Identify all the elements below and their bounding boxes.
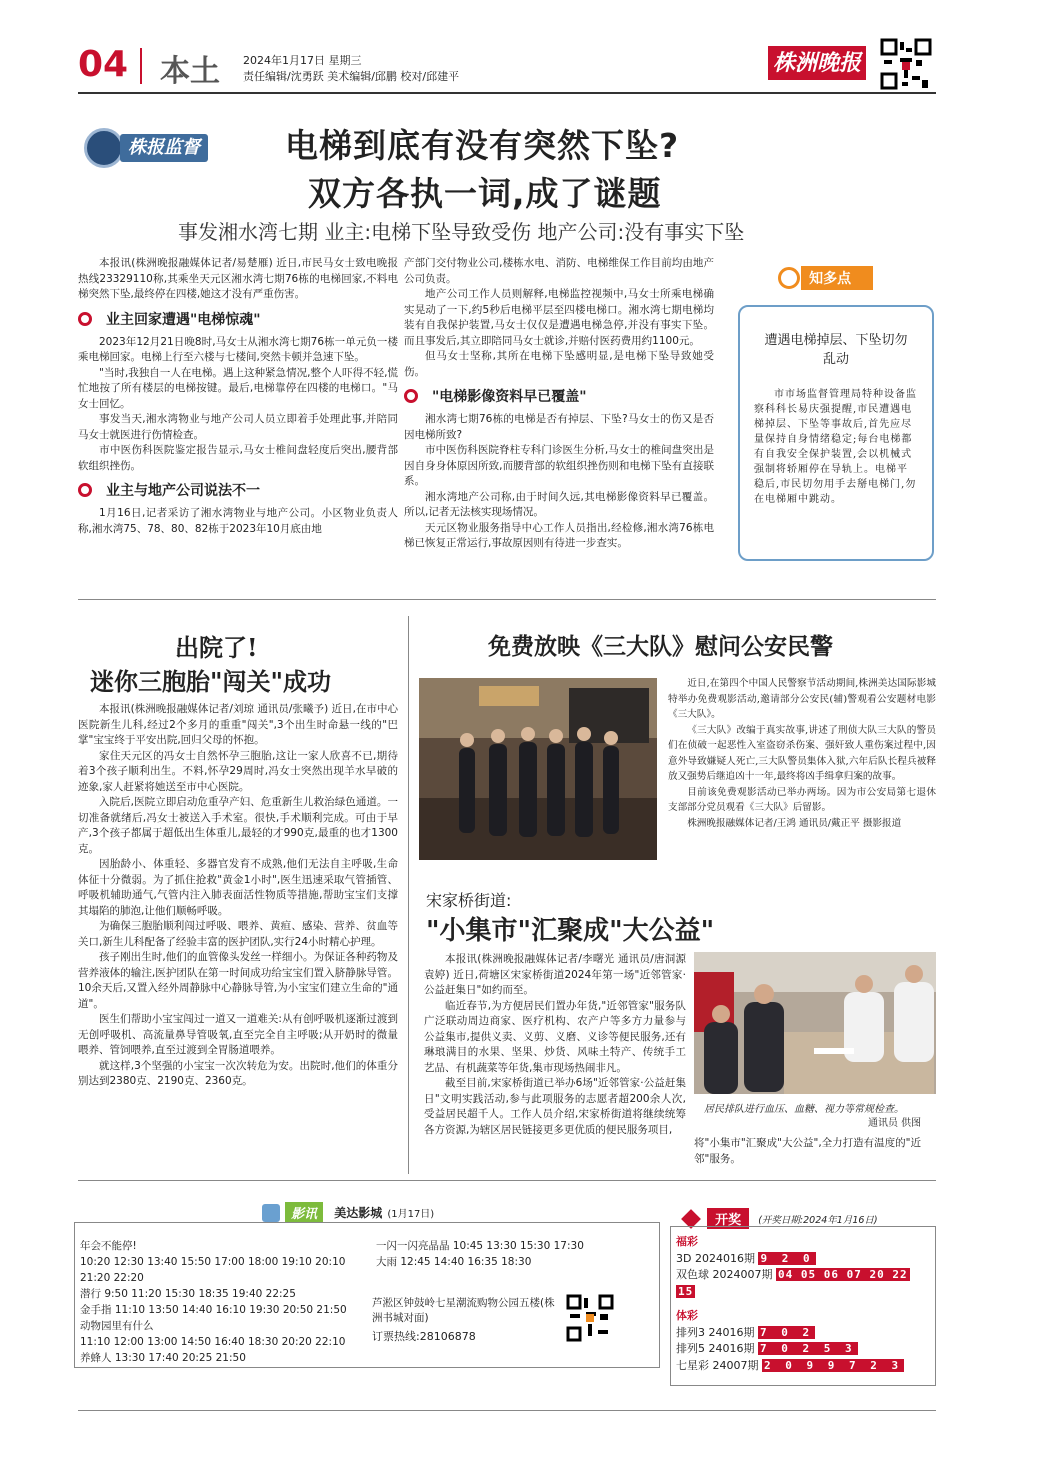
lead-col1-p4: 事发当天,湘水湾物业与地产公司人员立即着手处理此事,并陪同马女士就医进行伤情检查。 bbox=[78, 413, 398, 441]
cinema-line: 11:10 12:00 13:00 14:50 16:40 18:30 20:20 22:10 bbox=[80, 1336, 346, 1348]
lead-col1-p3: "当时,我独自一人在电梯。遇上这种紧急情况,整个人吓得不轻,慌忙地按了所有楼层的电梯按键。最后,电梯靠停在四楼的电梯口。"马女士回忆。 bbox=[78, 366, 398, 410]
market-p1: 本报讯(株洲晚报融媒体记者/李曙光 通讯员/唐洞源 袁婷) 近日,荷塘区宋家桥街道2024年第一场"近邻管家·公益赶集日"如约而至。 bbox=[424, 953, 686, 996]
d3-numbers: 9 2 0 bbox=[760, 1251, 814, 1265]
p3-numbers: 7 0 2 bbox=[760, 1325, 814, 1339]
market-p2: 临近春节,为方便居民们置办年货,"近邻管家"服务队广泛联动周边商家、医疗机构、农产户等多方力量参与公益集市,提供义卖、义剪、义磨、义诊等便民服务,还有琳琅满目的水果、坚果、炒货、风味土特产、传统手工艺品、有机蔬菜等年货,集市现场热闹非凡。 bbox=[424, 999, 686, 1074]
column-rule bbox=[408, 616, 409, 1174]
lottery-date: (开奖日期:2024年1月16日) bbox=[758, 1214, 878, 1226]
lead-title-line2: 双方各执一词,成了谜题 bbox=[308, 174, 662, 213]
triplets-body bbox=[78, 702, 398, 1090]
market-title: "小集市"汇聚成"大公益" bbox=[426, 916, 715, 946]
ssq-row bbox=[676, 1267, 932, 1284]
lead-col2-p6: 湘水湾地产公司称,由于时间久远,其电梯影像资料早已覆盖。所以,记者无法核实现场情况。 bbox=[404, 490, 714, 518]
cinema-badge bbox=[262, 1202, 434, 1223]
sidebar-tag bbox=[778, 266, 873, 290]
lead-col1-p2: 2023年12月21日晚8时,马女士从湘水湾七期76栋一单元负一楼乘电梯回家。电梯上行至六楼与七楼间,突然卡顿并急速下坠。 bbox=[78, 335, 398, 363]
market-tail: 将"小集市"汇聚成"大公益",全力打造有温度的"近邻"服务。 bbox=[694, 1137, 921, 1165]
movie-p3: 目前该免费观影活动已举办两场。因为市公安局第七退休支部部分党员观看《三大队》后留影。 bbox=[668, 786, 936, 813]
lead-sub-heading-2 bbox=[78, 480, 398, 500]
supervision-logo-text: 株报监督 bbox=[120, 134, 208, 162]
triplets-p4: 因胎龄小、体重轻、多器官发育不成熟,他们无法自主呼吸,生命体征十分微弱。为了抓住抢救"黄金1小时",医生迅速采取气管插管、呼吸机辅助通气,气管内注入肺表面活性物质等措施,帮助宝宝们支撑其塌陷的肺泡,让他们顺畅呼吸。 bbox=[78, 858, 398, 917]
ring-bullet-icon bbox=[78, 483, 92, 497]
lead-sub-heading-1-text: 业主回家遭遇"电梯惊魂" bbox=[106, 311, 261, 328]
lead-sub-heading-1 bbox=[78, 309, 398, 329]
lead-col1-p6: 1月16日,记者采访了湘水湾物业与地产公司。小区物业负责人称,湘水湾75、78、80、82栋于2023年10月底由地 bbox=[78, 507, 398, 535]
ring-bullet-icon bbox=[404, 389, 418, 403]
film-camera-icon bbox=[262, 1204, 280, 1222]
page-number: 04 bbox=[78, 44, 129, 85]
p3-label: 排列3 24016期 bbox=[676, 1325, 755, 1339]
ssq-red-numbers: 04 05 06 07 20 22 bbox=[778, 1268, 908, 1281]
cinema-line: 金手指 11:10 13:50 14:40 16:10 19:30 20:50 21:50 bbox=[80, 1304, 347, 1316]
cinema-line: 养蜂人 13:30 17:40 20:25 21:50 bbox=[80, 1352, 246, 1364]
qxc-row bbox=[676, 1358, 932, 1375]
lead-col2-p2: 地产公司工作人员则解释,电梯监控视频中,马女士所乘电梯确实晃动了一下,约5秒后电梯平层至四楼电梯口。湘水湾七期电梯均装有自我保护装置,马女士仅仅是遭遇电梯急停,并没有事实下坠。而且事发后,其立即陪同马女士就诊,并赔付医药费用约1100元。 bbox=[404, 288, 714, 347]
cinema-schedule-right bbox=[376, 1238, 646, 1270]
d3-row bbox=[676, 1251, 932, 1268]
qr-code-icon bbox=[880, 38, 932, 90]
market-body bbox=[424, 952, 686, 1138]
lead-column-2 bbox=[404, 256, 714, 552]
qxc-numbers: 2 0 9 9 7 2 3 bbox=[764, 1358, 903, 1372]
lead-column-1 bbox=[78, 256, 398, 537]
sidebar-body: 市市场监督管理局特种设备监察科科长易庆强提醒,市民遭遇电梯掉层、下坠等事故后,首先应尽量保持自身情绪稳定;每台电梯都有自我安全保护装置,会以机械式强制将轿厢停在导轨上。电梯平稳后,市民切勿用手去掰电梯门,勿在电梯厢中跳动。 bbox=[754, 389, 917, 505]
triplets-p6: 孩子刚出生时,他们的血管像头发丝一样细小。为保证各种药物及营养液体的输注,医护团队在第一时间成功给宝宝们置入脐静脉导管。10余天后,又置入经外周静脉中心静脉导管,为小宝宝们建立生命的"通道"。 bbox=[78, 951, 398, 1010]
section-rule-1 bbox=[78, 599, 936, 600]
p3-row bbox=[676, 1325, 932, 1342]
movie-p2: 《三大队》改编于真实故事,讲述了刑侦大队三大队的警员们在侦破一起恶性入室盗窃杀伤案、强奸致人重伤案过程中,因意外导致嫌疑人死亡,三大队警员集体入狱,六年后队长程兵被释放又强势后继追凶十一年,最终将凶手缉拿归案的故事。 bbox=[668, 724, 936, 782]
cinema-line: 一闪一闪亮晶晶 10:45 13:30 15:30 17:30 bbox=[376, 1240, 584, 1252]
lead-sub-heading-2-text: 业主与地产公司说法不一 bbox=[106, 483, 260, 499]
ticai-label: 体彩 bbox=[676, 1309, 698, 1322]
triplets-p1: 本报讯(株洲晚报融媒体记者/刘琼 通讯员/张曦予) 近日,在市中心医院新生儿科,经过2个多月的重重"闯关",3个出生时命悬一线的"巴掌"宝宝终于平安出院,回归父母的怀抱。 bbox=[78, 703, 398, 746]
lead-col1-p1: 本报讯(株洲晚报融媒体记者/易楚雁) 近日,市民马女士致电晚报热线23329110称,其乘坐天元区湘水湾七期76栋的电梯回家,不料电梯突然下坠,最终停在四楼,她这才没有严重伤害。 bbox=[78, 257, 398, 300]
lottery-list bbox=[676, 1234, 932, 1374]
qxc-label: 七星彩 24007期 bbox=[676, 1358, 759, 1372]
p5-numbers: 7 0 2 5 3 bbox=[760, 1342, 856, 1355]
brand-logo: 株洲晚报 bbox=[768, 46, 866, 80]
ssq-blue-row bbox=[676, 1284, 932, 1301]
cinema-line: 大雨 12:45 14:40 16:35 18:30 bbox=[376, 1256, 532, 1268]
d3-label: 3D 2024016期 bbox=[676, 1251, 755, 1265]
fucai-label: 福彩 bbox=[676, 1235, 698, 1248]
triplets-p2: 家住天元区的冯女士自然怀孕三胞胎,这让一家人欣喜不已,期待着3个孩子顺利出生。不料,怀孕29周时,冯女士突然出现羊水早破的迹象,家人赶紧将她送至市中心医院。 bbox=[78, 749, 398, 793]
cinema-name: 美达影城 bbox=[334, 1206, 383, 1220]
lead-col2-p4: 湘水湾七期76栋的电梯是否有掉层、下坠?马女士的伤又是否因电梯所致? bbox=[404, 413, 714, 441]
cinema-qr-icon bbox=[566, 1294, 614, 1342]
cinema-hotline: 订票热线:28106878 bbox=[372, 1330, 476, 1343]
header-divider bbox=[140, 48, 142, 84]
ssq-label: 双色球 2024007期 bbox=[676, 1268, 773, 1281]
lens-icon bbox=[84, 128, 124, 168]
lead-col2-p7: 天元区物业服务指导中心工作人员指出,经检修,湘水湾76栋电梯已恢复正常运行,事故原因则有待进一步查实。 bbox=[404, 521, 714, 549]
lottery-badge-text: 开奖 bbox=[707, 1208, 749, 1229]
p5-row bbox=[676, 1341, 932, 1358]
triplets-p8: 就这样,3个坚强的小宝宝一次次转危为安。出院时,他们的体重分别达到2380克、2190克、2360克。 bbox=[78, 1059, 398, 1087]
movie-photo bbox=[419, 678, 657, 860]
lead-col1-p5: 市中医伤科医院鉴定报告显示,马女士椎间盘轻度后突出,腰背部软组织挫伤。 bbox=[78, 444, 398, 472]
cinema-date: (1月17日) bbox=[387, 1209, 435, 1220]
lightbulb-icon bbox=[778, 267, 800, 289]
header-rule bbox=[78, 92, 936, 94]
section-rule-2 bbox=[78, 1180, 936, 1181]
lead-col2-p5: 市中医伤科医院脊柱专科门诊医生分析,马女士的椎间盘突出是因自身身体原因所致,而腰背部的软组织挫伤则和电梯下坠有直接联系。 bbox=[404, 444, 714, 487]
triplets-p5: 为确保三胞胎顺利闯过呼吸、喂养、黄疸、感染、营养、贫血等关口,新生儿科配备了经验丰富的医护团队,实行24小时精心护理。 bbox=[78, 920, 398, 948]
cinema-line: 潜行 9:50 11:20 15:30 18:35 19:40 22:25 bbox=[80, 1288, 296, 1300]
lead-col2-p1: 产部门交付物业公司,楼栋水电、消防、电梯维保工作目前均由地产公司负责。 bbox=[404, 257, 714, 285]
cinema-line: 年会不能停! bbox=[80, 1240, 137, 1252]
movie-byline: 株洲晚报融媒体记者/王鸿 通讯员/戴正平 摄影报道 bbox=[687, 817, 902, 829]
lead-subtitle: 事发湘水湾七期 业主:电梯下坠导致受伤 地产公司:没有事实下坠 bbox=[178, 220, 745, 244]
movie-p1: 近日,在第四个中国人民警察节活动期间,株洲美达国际影城特举办免费观影活动,邀请部分公安民(辅)警观看公安题材电影《三大队》。 bbox=[668, 678, 936, 720]
movie-title: 免费放映《三大队》慰问公安民警 bbox=[488, 633, 833, 660]
footer-rule bbox=[78, 1410, 936, 1411]
cinema-line: 动物园里有什么 bbox=[80, 1320, 154, 1332]
market-photo bbox=[694, 952, 936, 1094]
section-name: 本土 bbox=[160, 54, 220, 89]
editor-line: 责任编辑/沈勇跃 美术编辑/邱鹏 校对/邱建平 bbox=[243, 70, 460, 83]
p5-label: 排列5 24016期 bbox=[676, 1342, 755, 1355]
sidebar-title: 遭遇电梯掉层、下坠切勿乱动 bbox=[764, 333, 908, 367]
lead-title-line1: 电梯到底有没有突然下坠? bbox=[285, 126, 680, 165]
triplets-title-line2: 迷你三胞胎"闯关"成功 bbox=[90, 667, 332, 696]
triplets-title-line1: 出院了! bbox=[175, 633, 258, 662]
market-photo-credit: 通讯员 供图 bbox=[868, 1118, 922, 1129]
market-photo-caption: 居民排队进行血压、血糖、视力等常规检查。 bbox=[704, 1104, 904, 1115]
cinema-address: 芦淞区钟鼓岭七星潮流购物公园五楼(株洲书城对面) bbox=[372, 1297, 555, 1324]
lead-sub-heading-3 bbox=[404, 386, 714, 406]
market-p3: 截至目前,宋家桥街道已举办6场"近邻管家·公益赶集日"文明实践活动,参与此项服务的志愿者超200余人次,受益居民超千人。工作人员介绍,宋家桥街道将继续统筹各方资源,为辖区居民链接更多更优质的便民服务项目, bbox=[424, 1077, 686, 1136]
market-kicker: 宋家桥街道: bbox=[426, 891, 512, 910]
supervision-logo bbox=[84, 128, 239, 168]
cinema-schedule-left bbox=[80, 1238, 370, 1366]
cinema-line: 10:20 12:30 13:40 15:50 17:00 18:00 19:10 20:10 bbox=[80, 1256, 346, 1268]
triplets-p3: 入院后,医院立即启动危重孕产妇、危重新生儿救治绿色通道。一切准备就绪后,冯女士被送入手术室。很快,手术顺利完成。可由于早产,3个孩子都属于超低出生体重儿,最轻的才990克,最重的也才1300克。 bbox=[78, 796, 398, 855]
cinema-badge-text: 影讯 bbox=[285, 1202, 323, 1223]
cinema-line: 21:20 22:20 bbox=[80, 1272, 144, 1284]
sidebar-box bbox=[738, 305, 934, 561]
lead-sub-heading-3-text: "电梯影像资料早已覆盖" bbox=[432, 389, 587, 405]
lead-col2-p3: 但马女士坚称,其所在电梯下坠感明显,是电梯下坠导致她受伤。 bbox=[404, 350, 714, 378]
triplets-p7: 医生们帮助小宝宝闯过一道又一道难关:从有创呼吸机逐渐过渡到无创呼吸机、高流量鼻导管吸氧,直至完全自主呼吸;从开奶时的微量喂养、管饲喂养,直至过渡到全胃肠道喂养。 bbox=[78, 1013, 398, 1056]
date-line: 2024年1月17日 星期三 bbox=[243, 54, 362, 67]
ring-bullet-icon bbox=[78, 312, 92, 326]
movie-body bbox=[668, 676, 936, 831]
sidebar-tag-text: 知多点 bbox=[801, 266, 873, 290]
ssq-blue-number: 15 bbox=[678, 1284, 694, 1298]
